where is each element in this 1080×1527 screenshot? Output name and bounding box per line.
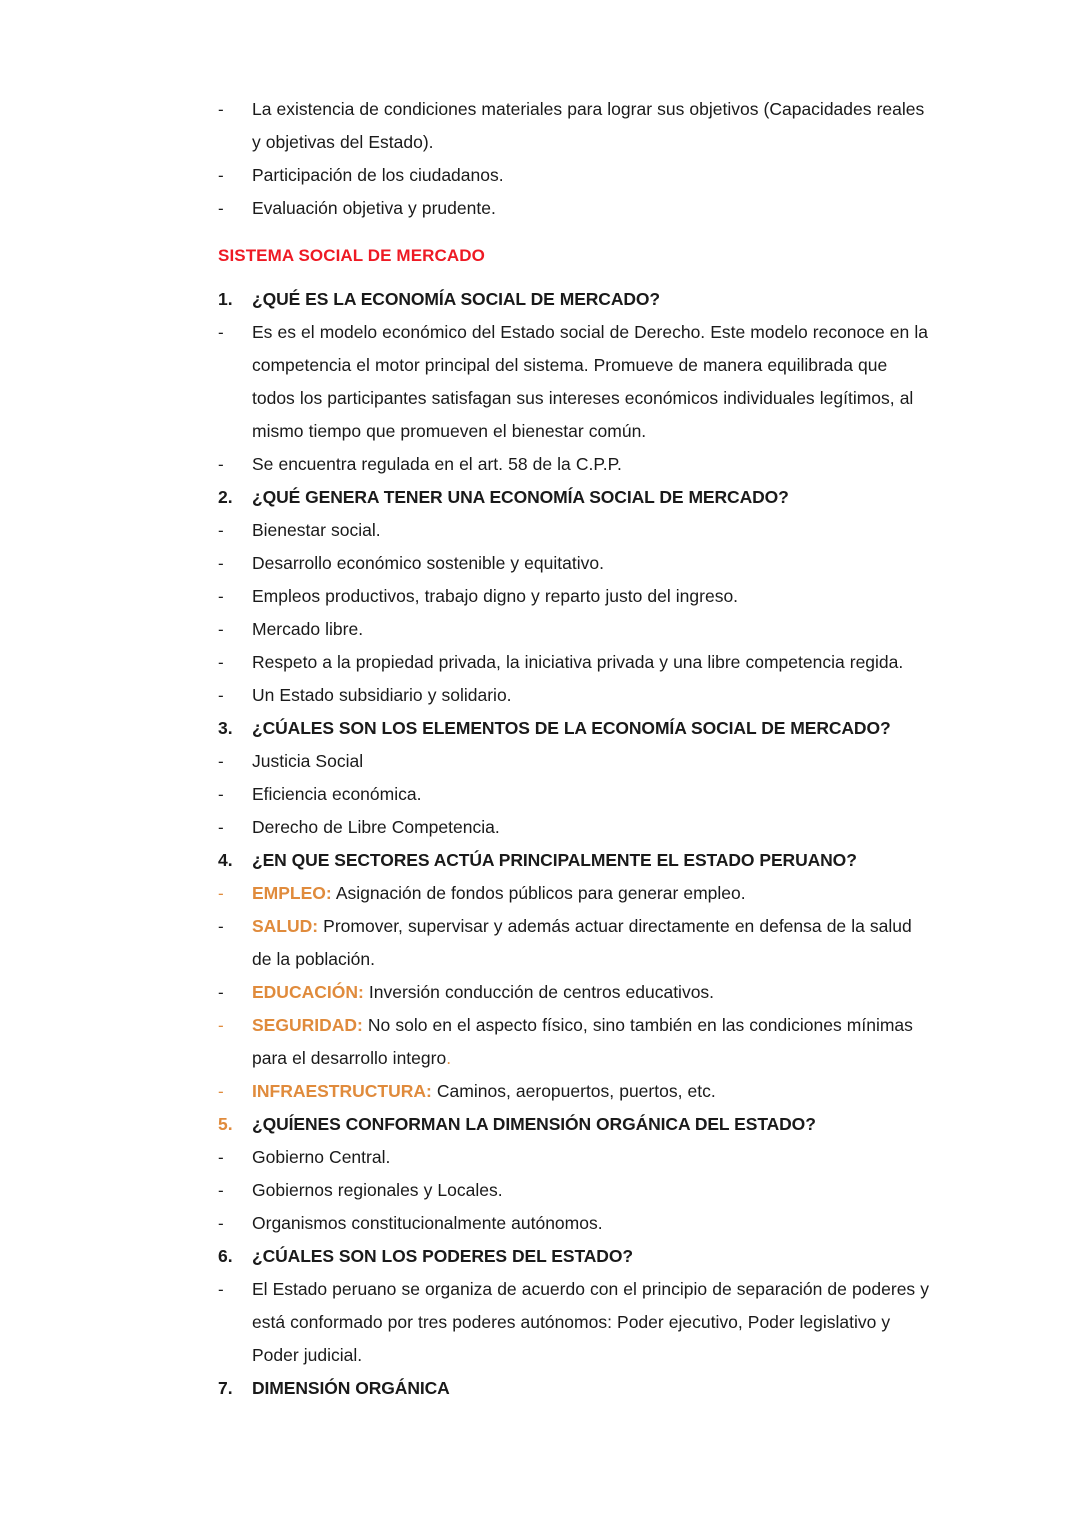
list-item-text: Evaluación objetiva y prudente.: [252, 198, 496, 218]
list-item: [218, 1207, 935, 1240]
list-item: [218, 159, 935, 192]
sector-keyword: SEGURIDAD:: [252, 1015, 363, 1035]
list-item: [218, 93, 935, 159]
list-item-text: Respeto a la propiedad privada, la iniciativa privada y una libre competencia regida.: [252, 652, 904, 672]
list-item-text: SALUD: Promover, supervisar y además actuar directamente en defensa de la salud de la población.: [252, 916, 912, 969]
question-number: 7.: [218, 1378, 233, 1398]
list-item: [218, 192, 935, 225]
question-heading-row: [218, 481, 935, 514]
question-number: 5.: [218, 1114, 233, 1134]
bullet-marker: -: [218, 521, 224, 540]
question-number: 3.: [218, 718, 233, 738]
question-heading-text: ¿QUÍENES CONFORMAN LA DIMENSIÓN ORGÁNICA DEL ESTADO?: [252, 1114, 816, 1134]
bullet-marker: -: [218, 455, 224, 474]
list-item: [218, 547, 935, 580]
bullet-marker: -: [218, 1016, 224, 1035]
bullet-marker: -: [218, 323, 224, 342]
question-number: 2.: [218, 487, 233, 507]
list-item: [218, 679, 935, 712]
bullet-marker: -: [218, 1214, 224, 1233]
question-heading-row: [218, 1372, 935, 1405]
list-item-text: Gobiernos regionales y Locales.: [252, 1180, 503, 1200]
list-item: [218, 1009, 935, 1075]
list-item-text: Un Estado subsidiario y solidario.: [252, 685, 512, 705]
bullet-marker: -: [218, 686, 224, 705]
list-item-text: Derecho de Libre Competencia.: [252, 817, 500, 837]
list-item: [218, 646, 935, 679]
list-item-text: Desarrollo económico sostenible y equitativo.: [252, 553, 604, 573]
intro-bullet-list: [218, 93, 935, 225]
list-item-text: EMPLEO: Asignación de fondos públicos para generar empleo.: [252, 883, 746, 903]
list-item-text: Bienestar social.: [252, 520, 381, 540]
numbered-question-list: [218, 283, 935, 1405]
list-item: [218, 976, 935, 1009]
bullet-marker: -: [218, 917, 224, 936]
list-item-text: Eficiencia económica.: [252, 784, 422, 804]
list-item-text: EDUCACIÓN: Inversión conducción de centros educativos.: [252, 982, 715, 1002]
list-item: [218, 1174, 935, 1207]
bullet-marker: -: [218, 199, 224, 218]
sector-keyword: EMPLEO:: [252, 883, 332, 903]
question-heading-row: [218, 844, 935, 877]
list-item: [218, 613, 935, 646]
bullet-marker: -: [218, 653, 224, 672]
bullet-marker: -: [218, 818, 224, 837]
question-heading-text: ¿QUÉ ES LA ECONOMÍA SOCIAL DE MERCADO?: [252, 289, 661, 309]
list-item-text: Gobierno Central.: [252, 1147, 391, 1167]
list-item-text: Participación de los ciudadanos.: [252, 165, 504, 185]
bullet-marker: -: [218, 166, 224, 185]
section-title: SISTEMA SOCIAL DE MERCADO: [218, 246, 485, 265]
question-heading-text: DIMENSIÓN ORGÁNICA: [252, 1378, 450, 1398]
list-item-text: Es es el modelo económico del Estado social de Derecho. Este modelo reconoce en la competencia el motor principal del sistema. Promueve de manera equilibrada que todos los participantes satisfagan sus intereses económicos individuales legítimos, al mismo tiempo que promueven el bienestar común.: [252, 322, 928, 441]
question-number: 1.: [218, 289, 233, 309]
list-item-text: La existencia de condiciones materiales para lograr sus objetivos (Capacidades reales y objetivas del Estado).: [252, 99, 925, 152]
list-item: [218, 778, 935, 811]
list-item-text: Mercado libre.: [252, 619, 364, 639]
list-item: [218, 514, 935, 547]
question-heading-text: ¿EN QUE SECTORES ACTÚA PRINCIPALMENTE EL ESTADO PERUANO?: [252, 850, 857, 870]
question-heading-row: [218, 1108, 935, 1141]
list-item-text: El Estado peruano se organiza de acuerdo con el principio de separación de poderes y está conformado por tres poderes autónomos: Poder ejecutivo, Poder legislativo y Poder judicial.: [252, 1279, 929, 1365]
list-item: [218, 1075, 935, 1108]
list-item-text: Empleos productivos, trabajo digno y reparto justo del ingreso.: [252, 586, 739, 606]
question-heading-row: [218, 283, 935, 316]
sector-keyword: EDUCACIÓN:: [252, 982, 364, 1002]
question-number: 4.: [218, 850, 233, 870]
list-item: [218, 580, 935, 613]
list-item: [218, 877, 935, 910]
list-item: [218, 910, 935, 976]
list-item: [218, 1141, 935, 1174]
bullet-marker: -: [218, 100, 224, 119]
list-item: [218, 745, 935, 778]
list-item-text: Se encuentra regulada en el art. 58 de la C.P.P.: [252, 454, 622, 474]
list-item-text: Organismos constitucionalmente autónomos.: [252, 1213, 603, 1233]
question-heading-row: [218, 1240, 935, 1273]
question-number: 6.: [218, 1246, 233, 1266]
sector-keyword: INFRAESTRUCTURA:: [252, 1081, 432, 1101]
bullet-marker: -: [218, 1181, 224, 1200]
list-item: [218, 811, 935, 844]
question-heading-text: ¿CÚALES SON LOS ELEMENTOS DE LA ECONOMÍA SOCIAL DE MERCADO?: [252, 718, 891, 738]
bullet-marker: -: [218, 1148, 224, 1167]
bullet-marker: -: [218, 554, 224, 573]
trailing-period: .: [446, 1048, 452, 1068]
question-heading-text: ¿QUÉ GENERA TENER UNA ECONOMÍA SOCIAL DE MERCADO?: [252, 487, 789, 507]
list-item-text: SEGURIDAD: No solo en el aspecto físico, sino también en las condiciones mínimas para el desarrollo integro.: [252, 1015, 913, 1068]
bullet-marker: -: [218, 587, 224, 606]
list-item: [218, 1273, 935, 1372]
bullet-marker: -: [218, 752, 224, 771]
list-item-text: INFRAESTRUCTURA: Caminos, aeropuertos, puertos, etc.: [252, 1081, 716, 1101]
list-item-text: Justicia Social: [252, 751, 364, 771]
bullet-marker: -: [218, 1082, 224, 1101]
question-heading-text: ¿CÚALES SON LOS PODERES DEL ESTADO?: [252, 1246, 633, 1266]
bullet-marker: -: [218, 983, 224, 1002]
bullet-marker: -: [218, 1280, 224, 1299]
question-heading-row: [218, 712, 935, 745]
sector-keyword: SALUD:: [252, 916, 319, 936]
bullet-marker: -: [218, 620, 224, 639]
bullet-marker: -: [218, 785, 224, 804]
list-item: [218, 316, 935, 448]
list-item: [218, 448, 935, 481]
bullet-marker: -: [218, 884, 224, 903]
